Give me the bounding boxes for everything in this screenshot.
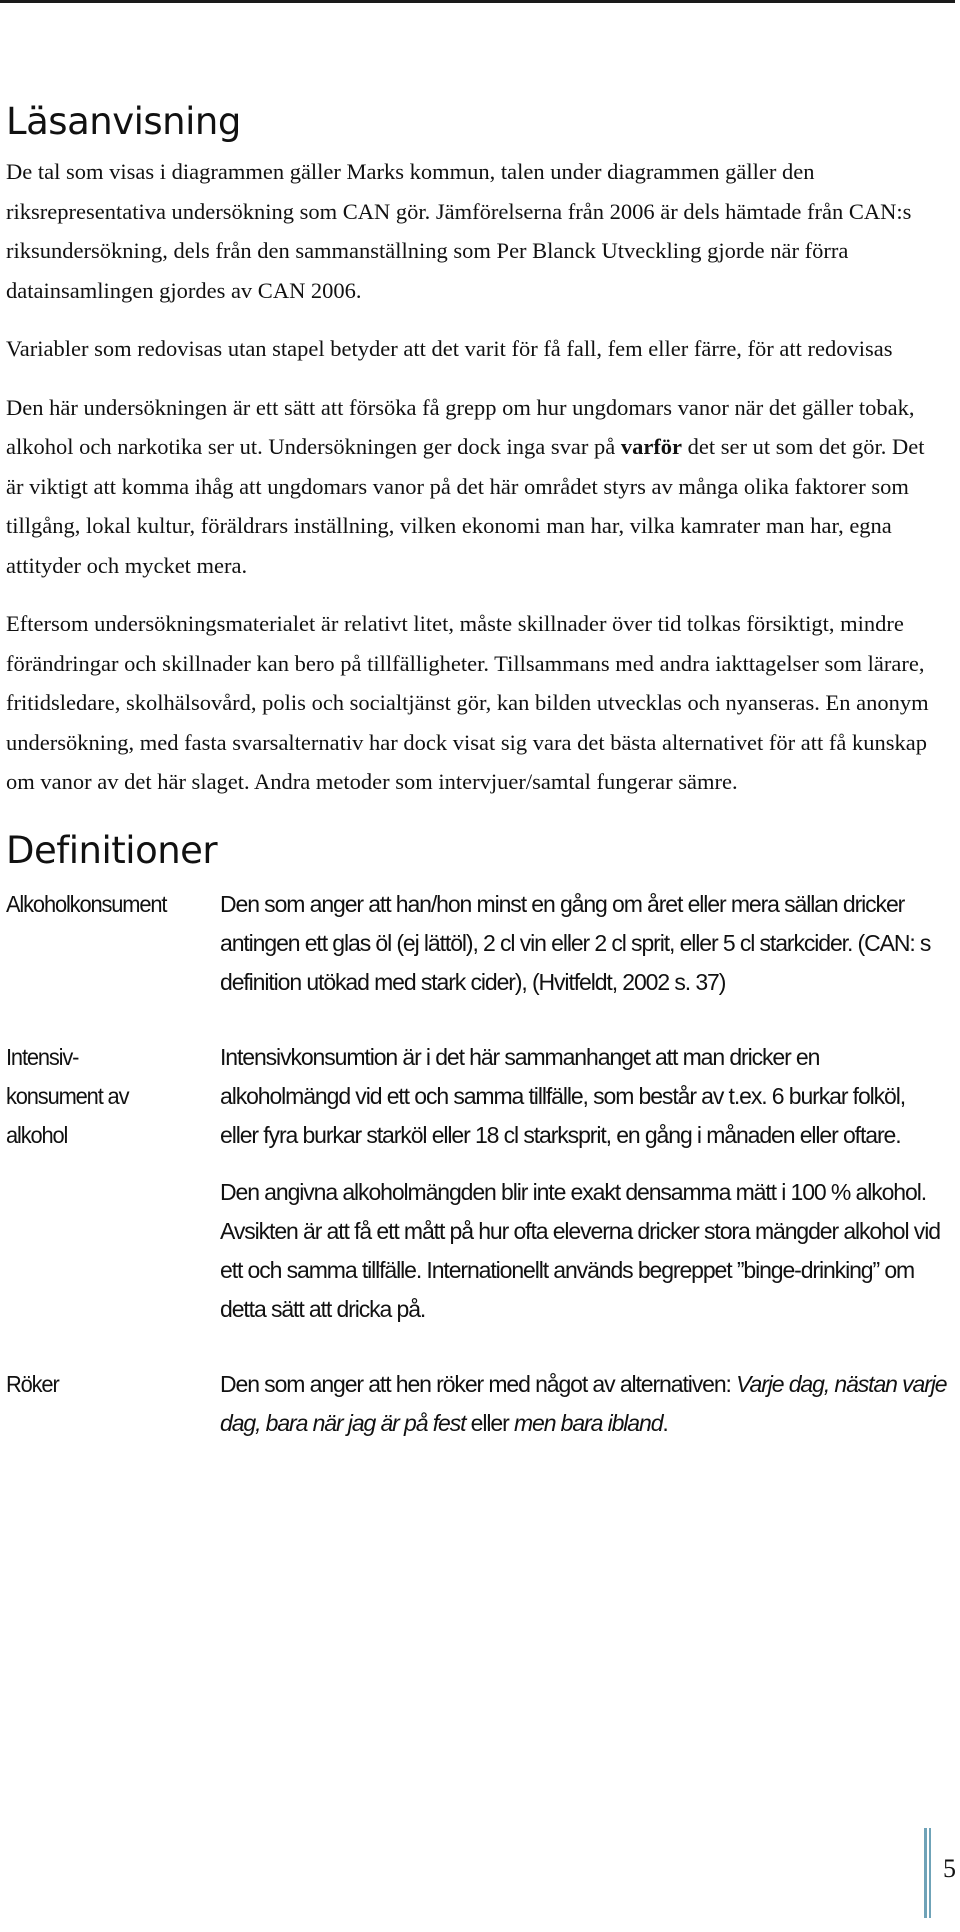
top-rule [0,0,955,3]
paragraph-3: Den här undersökningen är ett sätt att försöka få grepp om hur ungdomars vanor när det gäller tobak, alkohol och narkotika ser ut. Undersökningen ger dock inga svar på varför det ser ut som det gör. Det är viktigt att komma ihåg att ungdomars vanor på det här området styrs av många olika faktorer som tillgång, lokal kultur, föräldrars inställning, vilken ekonomi man har, vilka kamrater man har, egna attityder och mycket mera. [6,394,925,578]
page-number-bar [924,1828,927,1918]
definition-intensivkonsument [6,1038,954,1347]
definition-text: Den som anger att han/hon minst en gång om året eller mera sällan dricker antingen ett glas öl (ej lättöl), 2 cl vin eller 2 cl sprit, eller 5 cl starkcider. (CAN: s definition utökad med stark cider), (Hvitfeldt, 2002 s. 37) [220,890,931,995]
page-content [6,98,954,1479]
definitions-list [6,885,954,1461]
page-number: 5 [943,1854,956,1883]
page-number-marker [924,1828,954,1918]
definition-text: Intensivkonsumtion är i det här sammanhanget att man dricker en alkoholmängd vid ett och samma tillfälle, som består av t.ex. 6 burkar folköl, eller fyra burkar starköl eller 18 cl starksprit, en gång i månaden eller oftare. Den angivna alkoholmängden blir inte exakt densamma mätt i 100 % alkohol. Avsikten är att få ett mått på hur ofta eleverna dricker stora mängder alkohol vid ett och samma tillfälle. Internationellt används begreppet ”binge-drinking” om detta sätt att dricka på. [220,1043,940,1322]
emphasis-varfor: varför [620,434,683,459]
paragraph-4: Eftersom undersökningsmaterialet är relativt litet, måste skillnader över tid tolkas försiktigt, mindre förändringar och skillnader kan bero på tillfälligheter. Tillsammans med andra iakttagelser som lärare, fritidsledare, skolhälsovård, polis och socialtjänst gör, kan bilden utvecklas och nyanseras. En anonym undersökning, med fasta svarsalternativ har dock visat sig vara det bästa alternativet för att få kunskap om vanor av det här slaget. Andra metoder som intervjuer/samtal fungerar sämre. [6,611,929,794]
page-number-bar [929,1828,931,1918]
definition-text: Den som anger att hen röker med något av alternativen: Varje dag, nästan varje dag, bara när jag är på fest eller men bara ibland. [220,1370,947,1436]
definition-alkoholkonsument [6,885,954,1020]
paragraph-1: De tal som visas i diagrammen gäller Marks kommun, talen under diagrammen gäller den riksrepresentativa undersökning som CAN gör. Jämförelserna från 2006 är dels hämtade från CAN:s riksundersökning, dels från den sammanställning som Per Blanck Utveckling gjorde när förra datainsamlingen gjordes av CAN 2006. [6,159,912,303]
definition-roker [6,1365,954,1461]
section-heading-definitioner: Definitioner [6,828,218,872]
definition-term: Intensiv- konsument av alkohol [6,1043,129,1148]
definition-term: Alkoholkonsument [6,890,167,917]
paragraph-2: Variabler som redovisas utan stapel betyder att det varit för få fall, fem eller färre, för att redovisas [6,336,893,361]
definition-term: Röker [6,1370,59,1397]
section-heading-lasanvisning: Läsanvisning [6,100,241,143]
